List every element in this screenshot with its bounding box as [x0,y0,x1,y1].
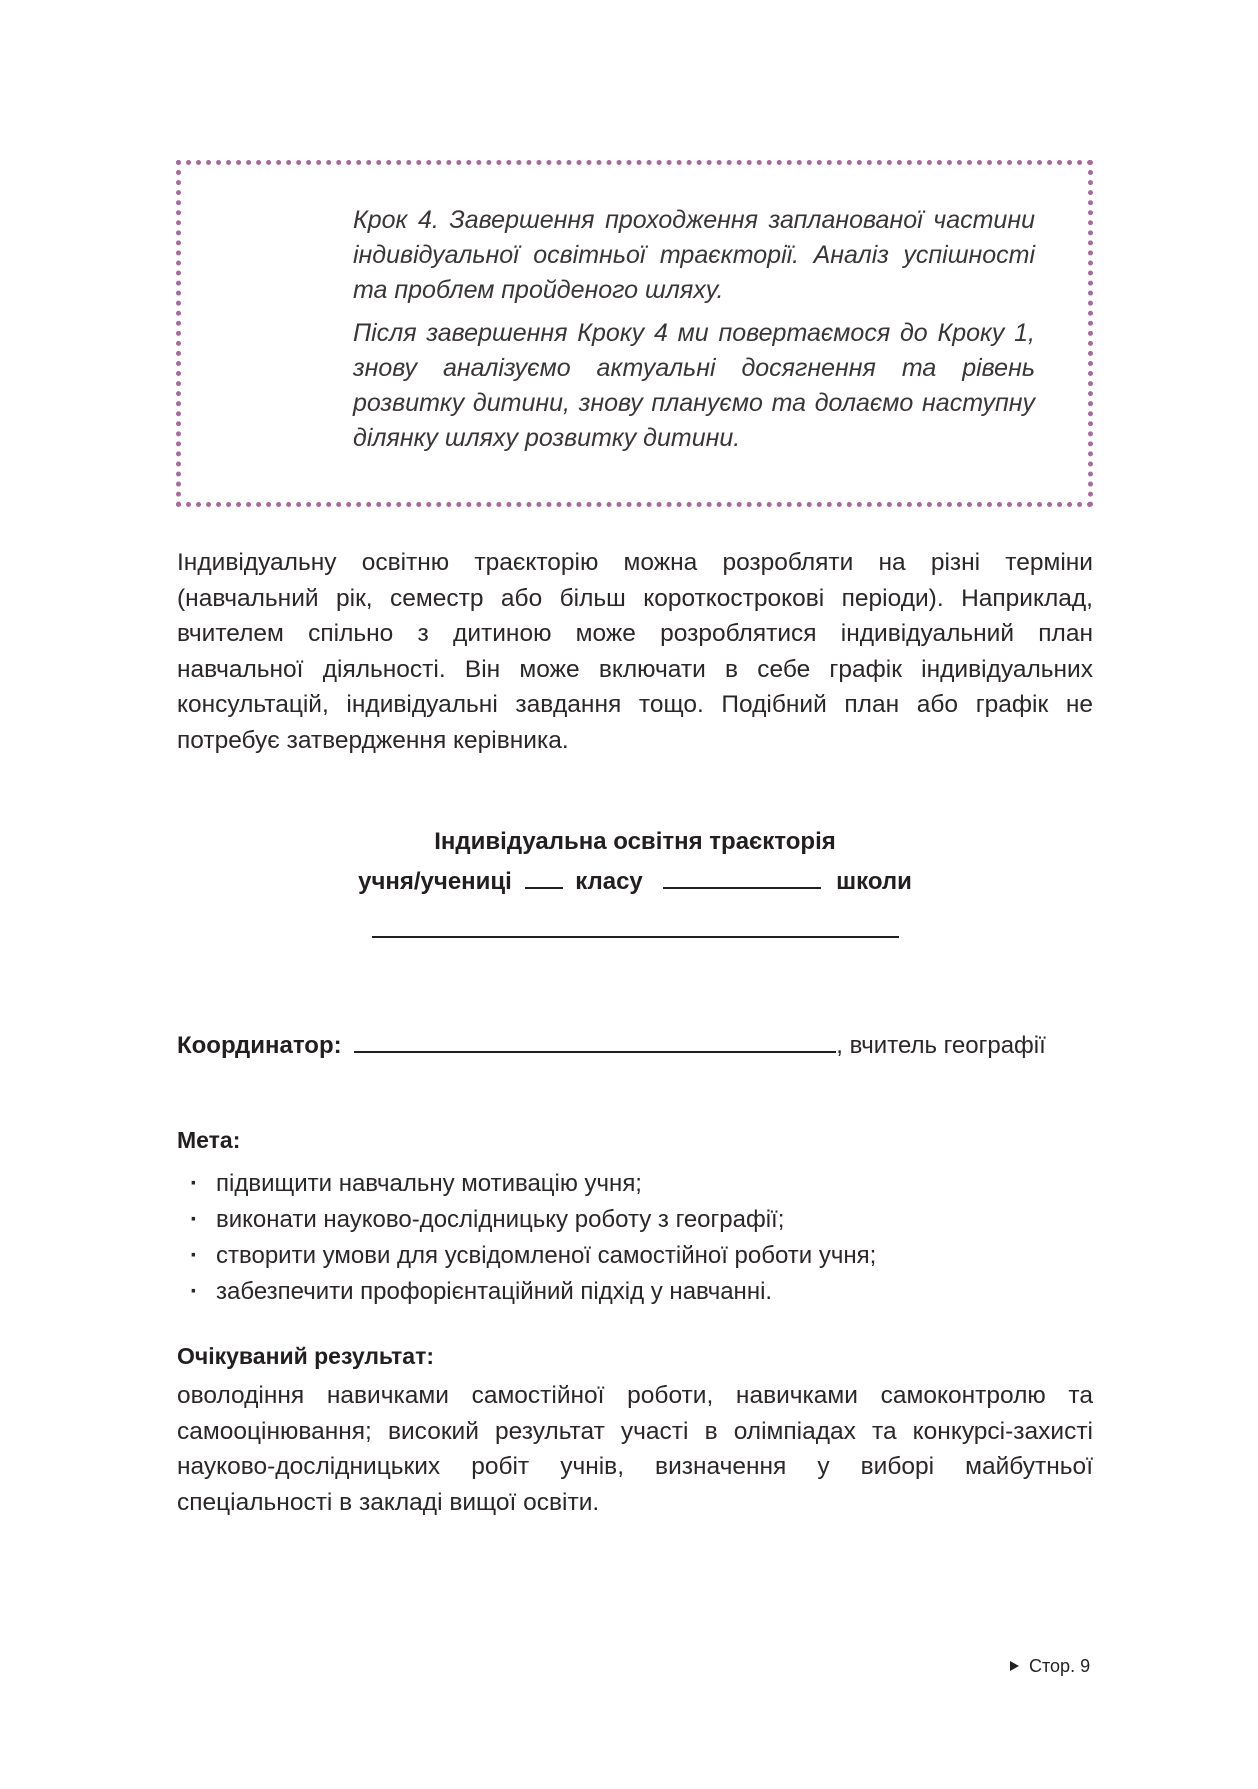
form-title-line2 [177,862,1093,902]
goal-item [188,1274,876,1310]
goal-item-text: підвищити навчальну мотивацію учня; [216,1170,642,1197]
callout-return-paragraph: Після завершення Кроку 4 ми повертаємося до Кроку 1, знову аналізуємо актуальні досягнення та рівень розвитку дитини, знову плануємо та долаємо наступну ділянку шляху розвитку дитини. [353,319,1035,452]
goal-item-text: забезпечити профорієнтаційний підхід у навчанні. [216,1278,773,1305]
callout-step-paragraph: Крок 4. Завершення проходження запланованої частини індивідуальної освітньої траєкторії. Аналіз успішності та проблем пройденого шляху. [353,206,1035,304]
bullet-icon: · [190,1242,198,1269]
goal-list [188,1166,876,1310]
form-title-line1: Індивідуальна освітня траєкторія [434,828,836,855]
bullet-icon: · [190,1170,198,1197]
goal-item [188,1166,876,1202]
class-label: класу [575,868,643,895]
callout-text [353,203,1035,456]
goal-item [188,1202,876,1238]
form-title [177,822,1093,902]
expected-result-heading: Очікуваний результат: [177,1343,435,1369]
coordinator-label: Координатор: [177,1032,342,1059]
goal-item-text: виконати науково-дослідницьку роботу з географії; [216,1206,785,1233]
goal-item [188,1238,876,1274]
bullet-icon: · [190,1206,198,1233]
bullet-icon: · [190,1278,198,1305]
intro-paragraph: Індивідуальну освітню траєкторію можна розробляти на різні терміни (навчальний рік, семестр або більш короткострокові періоди). Наприклад, вчителем спільно з дитиною може розроблятися індивідуальний план навчальної діяльності. Він може включати в себе графік індивідуальних консультацій, індивідуальні завдання тощо. Подібний план або графік не потребує затвердження керівника. [177,549,1093,754]
right-triangle-icon [1010,1661,1019,1671]
school-blank-field[interactable] [663,885,821,889]
class-blank-field[interactable] [525,885,563,889]
goal-heading: Мета: [177,1127,241,1153]
callout-box [176,160,1093,507]
student-name-blank-field[interactable] [372,936,899,938]
page-number [1010,1655,1090,1677]
coordinator-suffix: , вчитель географії [836,1032,1046,1059]
coordinator-row [177,1028,1046,1064]
expected-result-text: оволодіння навичками самостійної роботи, навичками самоконтролю та самооцінювання; високий результат участі в олімпіадах та конкурсі-захисті науково-дослідницьких робіт учнів, визначення у виборі майбутньої спеціальності в закладі вищої освіти. [177,1382,1093,1516]
goal-item-text: створити умови для усвідомленої самостійної роботи учня; [216,1242,877,1269]
page-number-label: Стор. 9 [1029,1656,1091,1676]
school-label: школи [836,868,912,895]
student-label: учня/учениці [358,868,512,895]
coordinator-blank-field[interactable] [354,1049,836,1053]
